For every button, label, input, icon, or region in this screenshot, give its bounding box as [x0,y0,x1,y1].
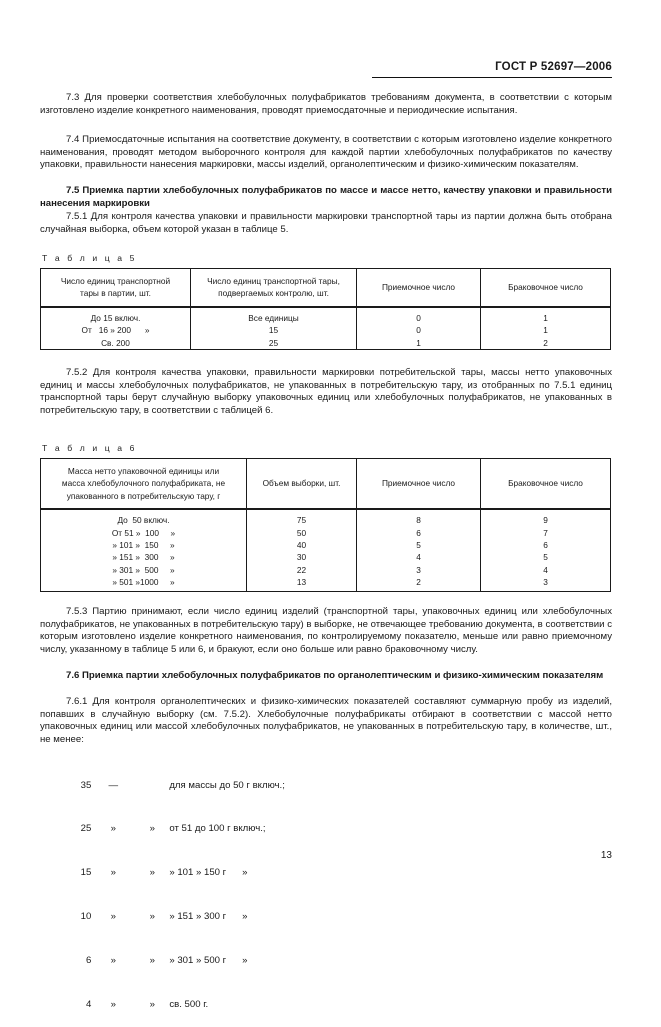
qty-sign-1: » [110,910,116,922]
table-5-col-header-2: Число единиц транспортной тары, подвергаемых контролю, шт. [191,269,357,307]
list-item [40,895,400,939]
standard-number: ГОСТ Р 52697—2006 [495,61,612,73]
table-6-block [40,443,612,592]
table-6-reject-cell: 9 7 6 5 4 3 [481,509,611,591]
list-item [40,939,400,983]
table-6-sample-cell: 75 50 40 30 22 13 [247,509,357,591]
qty-count: 25 [80,823,92,835]
qty-sign-2: » [149,867,155,879]
qty-sign-1: » [110,867,116,879]
table-5-col-header-1: Число единиц транспортной тары в партии, шт. [41,269,191,307]
section-7-5-1 [40,211,612,236]
page-content [40,0,612,1010]
table-5-accept-cell: 0 0 1 [357,307,481,350]
qty-text: св. 500 г. [169,998,209,1010]
table-6-col-header-2: Объем выборки, шт. [247,459,357,510]
running-header [372,60,612,78]
section-7-5-3 [40,606,612,656]
qty-text: » 151 » 300 г » [169,910,248,922]
table-5-range-cell: До 15 включ. От 16 » 200 » Св. 200 [41,307,191,350]
section-7-3 [40,92,612,117]
list-item [40,764,400,808]
table-row [41,307,611,350]
table-6-caption: Т а б л и ц а 6 [42,443,137,453]
list-item [40,852,400,896]
paragraph-7-4: 7.4 Приемосдаточные испытания на соответствие документу, в соответствии с которым изготовлено изделие конкретного наименования, проводят методом выборочного контроля для каждой партии хлебобулочных полуфабрикатов по качеству упаковки, правильности нанесения маркировки, массы изделий, органолептическим и физико-химическим показателям. [40,134,612,171]
qty-sign-1: » [110,954,116,966]
paragraph-7-5-2: 7.5.2 Для контроля качества упаковки, правильности маркировки потребительской тары, массы нетто упаковочных единиц и массы хлебобулочных полуфабрикатов, не упакованных в потребительскую тару, из отобранных по 7.5.1 единиц транспортной тары берут случайную выборку упаковочных единиц или хлебобулочных полуфабрикатов, не упакованных в потребительскую тару, в соответствии с таблицей 6. [40,367,612,416]
list-item [40,808,400,852]
qty-text: » 101 » 150 г » [169,867,248,879]
table-6-col-header-4: Браковочное число [481,459,611,510]
table-6-accept-cell: 8 6 5 4 3 2 [357,509,481,591]
table-5 [40,268,611,350]
section-7-5-2 [40,367,612,417]
table-5-header-row [41,269,611,307]
list-item [40,983,400,1027]
qty-text: для массы до 50 г включ.; [169,779,285,791]
section-7-5-heading [40,185,612,210]
table-6 [40,458,611,592]
qty-count: 4 [85,998,92,1010]
paragraph-7-3: 7.3 Для проверки соответствия хлебобулочных полуфабрикатов требованиям документа, в соответствии с которым изготовлено изделие конкретного наименования, проводят приемосдаточные и периодические испытания. [40,92,612,116]
qty-sign-2: » [149,998,155,1010]
table-5-reject-cell: 1 1 2 [481,307,611,350]
page-number: 13 [600,850,612,861]
qty-count: 10 [80,910,92,922]
table-6-col-header-3: Приемочное число [357,459,481,510]
table-6-range-cell: До 50 включ. От 51 » 100 » » 101 » 150 » » 151 » 300 » » 301 » 500 » » 501 »1000 » [41,509,247,591]
table-5-caption: Т а б л и ц а 5 [42,253,137,263]
qty-sign-2: » [149,954,155,966]
qty-text: » 301 » 500 г » [169,954,248,966]
qty-sign-2: » [149,823,155,835]
heading-7-5: 7.5 Приемка партии хлебобулочных полуфабрикатов по массе и массе нетто, качеству упаковки и правильности нанесения маркировки [40,185,612,209]
header-rule [372,77,612,78]
table-5-block [40,253,612,350]
qty-count: 35 [80,779,92,791]
paragraph-7-6-1: 7.6.1 Для контроля органолептических и физико-химических показателей составляют суммарную пробу из изделий, попавших в случайную выборку (см. 7.5.2). Хлебобулочные полуфабрикаты отбирают в соответствии с массой нетто упаковочных единиц или массой хлебобулочных полуфабрикатов, не упакованных в потребительскую тару, в количестве, шт., не менее: [40,696,612,745]
paragraph-7-5-3: 7.5.3 Партию принимают, если число единиц изделий (транспортной тары, упаковочных единиц или хлебобулочных полуфабрикатов, не упакованных в потребительскую тару) в выборке, не отвечающее требованию документа, в соответствии с которым изготовлено изделие конкретного наименования, по контролируемому показателю, меньше или равно приемочному числу, указанному в таблице 5 или 6, и бракуют, если оно больше или равно браковочному числу. [40,606,612,655]
qty-sign-2: » [149,910,155,922]
table-row [41,509,611,591]
section-7-6-1 [40,696,612,746]
qty-text: от 51 до 100 г включ.; [169,823,266,835]
qty-count: 15 [80,867,92,879]
table-5-col-header-4: Браковочное число [481,269,611,307]
qty-sign-1: » [110,998,116,1010]
table-5-col-header-3: Приемочное число [357,269,481,307]
qty-sign-1: — [108,779,119,791]
table-6-col-header-1: Масса нетто упаковочной единицы или масса хлебобулочного полуфабриката, не упакованного в потребительскую тару, г [41,459,247,510]
heading-7-6: 7.6 Приемка партии хлебобулочных полуфабрикатов по органолептическим и физико-химическим показателям [66,670,604,681]
section-7-6-heading [40,670,612,683]
table-5-sample-cell: Все единицы 15 25 [191,307,357,350]
qty-count: 6 [85,954,92,966]
section-7-4 [40,134,612,172]
qty-sign-1: » [110,823,116,835]
paragraph-7-5-1: 7.5.1 Для контроля качества упаковки и правильности маркировки транспортной тары из партии должна быть отобрана случайная выборка, объем которой указан в таблице 5. [40,211,612,235]
table-6-header-row [41,459,611,510]
quantity-list [40,764,400,1027]
